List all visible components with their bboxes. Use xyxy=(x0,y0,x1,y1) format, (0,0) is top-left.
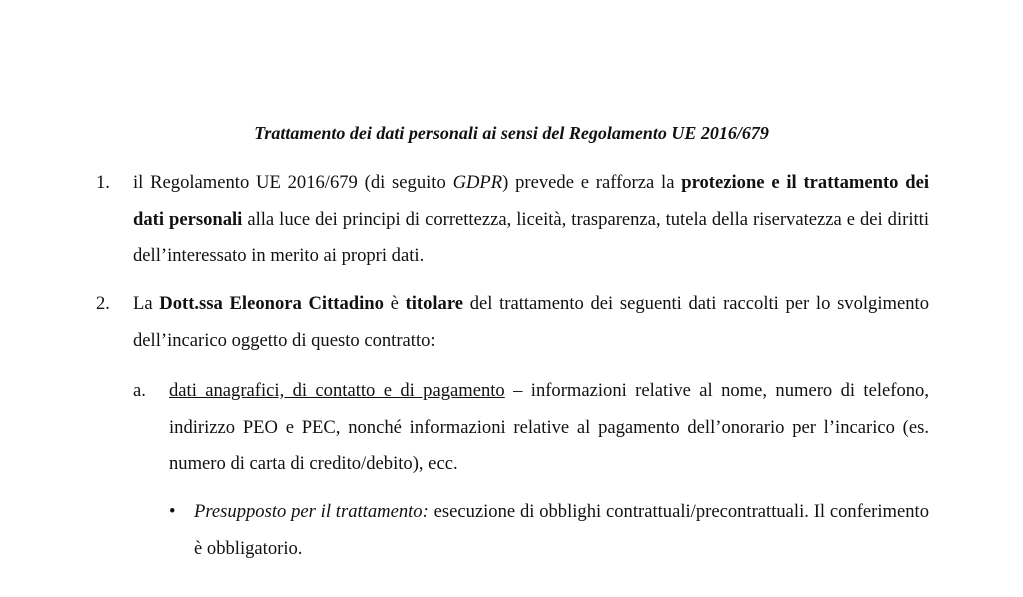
item-1-text-b: ) prevede e rafforza la xyxy=(502,172,682,193)
item-1-number: 1. xyxy=(96,172,110,193)
item-a-letter: a. xyxy=(133,380,146,401)
bullet-icon: • xyxy=(169,501,176,522)
item-2-number: 2. xyxy=(96,293,110,314)
item-2-text-c: del trattamento dei seguenti dati raccolti per lo svolgimento dell’incarico oggetto di questo contratto: xyxy=(133,293,929,351)
item-1-text-c: alla luce dei principi di correttezza, liceità, trasparenza, tutela della riservatezza e dei diritti dell’interessato in merito ai propri dati. xyxy=(133,208,929,266)
item-1-bold: protezione e il trattamento dei dati personali xyxy=(133,172,929,230)
item-a-heading: dati anagrafici, di contatto e di pagamento xyxy=(169,380,505,401)
bullet-label: Presupposto per il trattamento: xyxy=(194,501,429,522)
item-2-paragraph xyxy=(133,286,929,359)
item-1-text-a: il Regolamento UE 2016/679 (di seguito xyxy=(133,172,453,193)
bullet-paragraph xyxy=(194,494,929,567)
item-2-name: Dott.ssa Eleonora Cittadino xyxy=(159,293,384,314)
item-1-paragraph xyxy=(133,165,929,275)
item-2-titolare: titolare xyxy=(405,293,464,314)
item-1-gdpr: GDPR xyxy=(452,172,503,193)
item-2-text-a: La xyxy=(133,293,160,314)
item-a-paragraph xyxy=(169,373,929,483)
bullet-text: esecuzione di obblighi contrattuali/precontrattuali. Il conferimento è obbligatorio. xyxy=(194,501,929,559)
item-a-text: – informazioni relative al nome, numero di telefono, indirizzo PEO e PEC, nonché informazioni relative al pagamento dell’onorario per l’incarico (es. numero di carta di credito/debito), ecc. xyxy=(169,380,929,474)
item-2-text-b: è xyxy=(383,293,406,314)
document-title: Trattamento dei dati personali ai sensi del Regolamento UE 2016/679 xyxy=(254,123,769,143)
